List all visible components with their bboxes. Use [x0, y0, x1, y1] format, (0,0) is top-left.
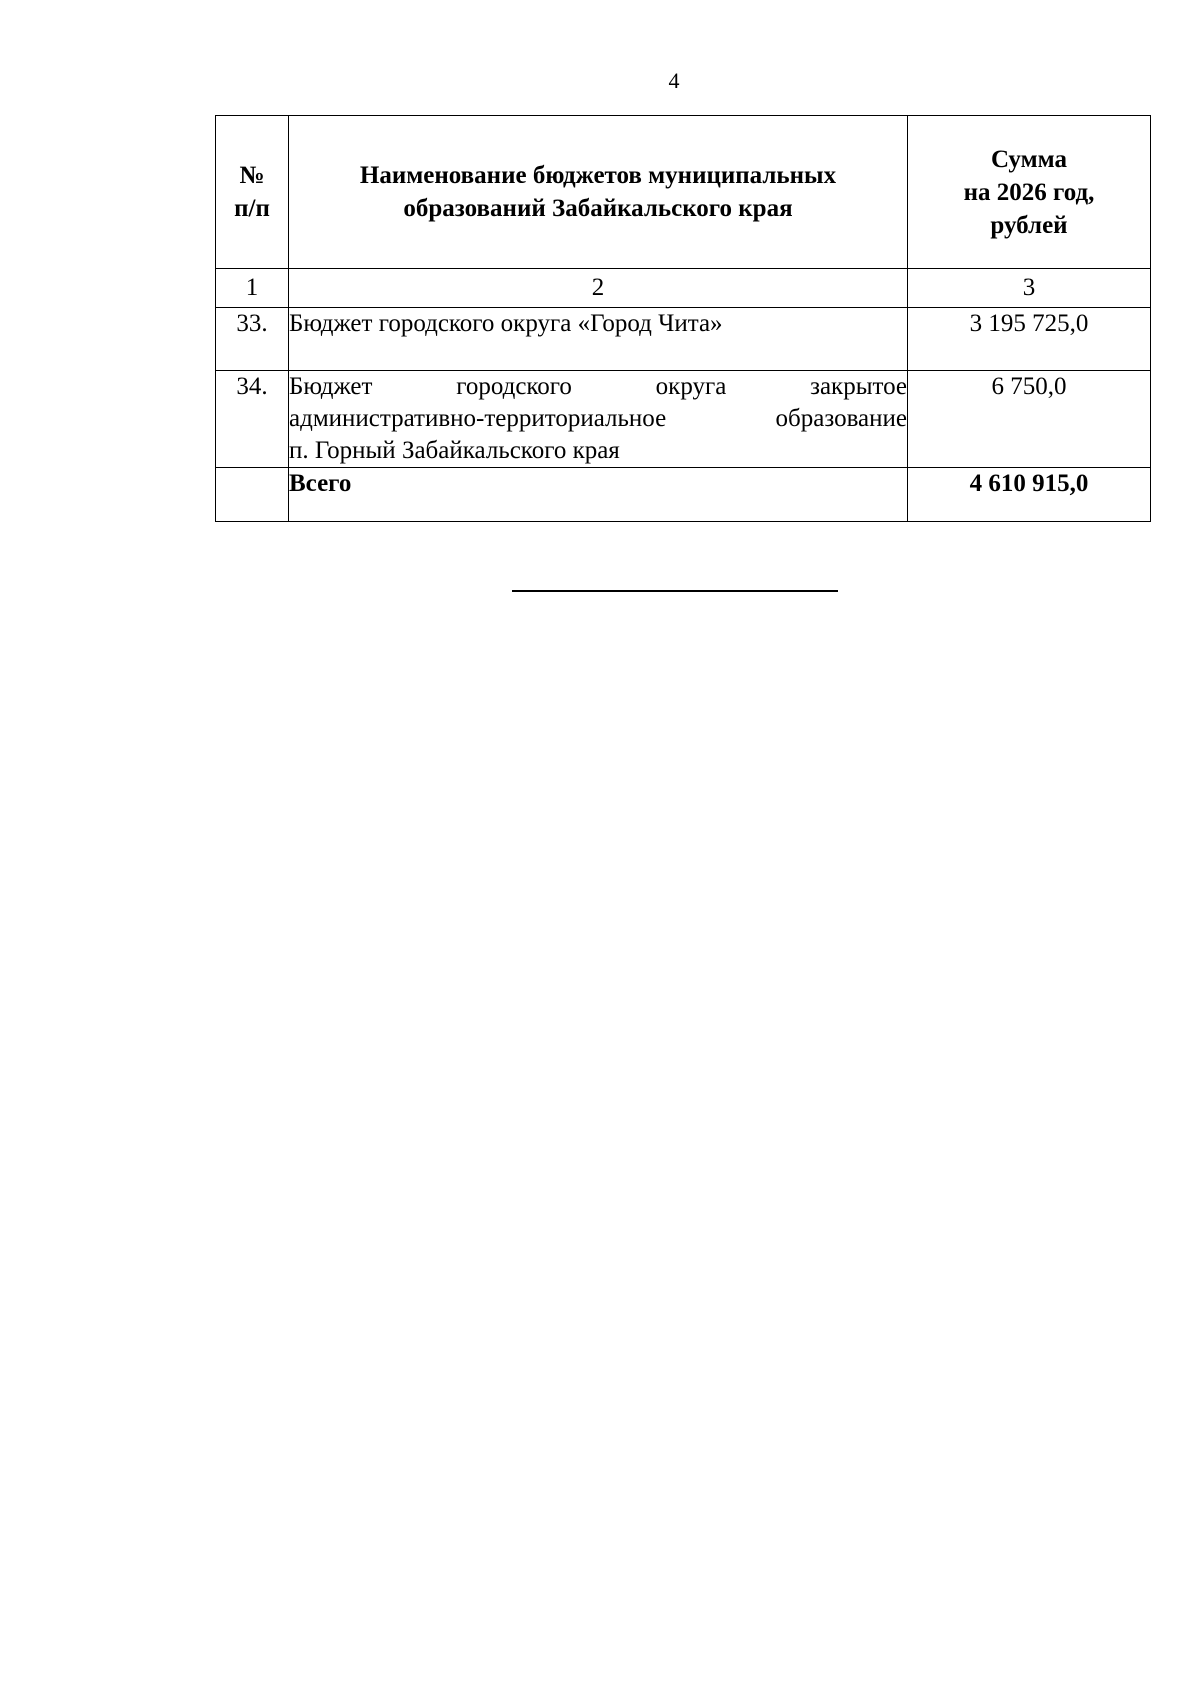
- row-sum: 3 195 725,0: [908, 308, 1151, 371]
- table-row: [216, 371, 1151, 468]
- total-sum: 4 610 915,0: [908, 468, 1151, 522]
- total-label: Всего: [289, 468, 908, 522]
- header-name-line: Наименование бюджетов муниципальных: [359, 162, 837, 189]
- column-number-1: 1: [216, 269, 289, 308]
- header-sum: [908, 116, 1151, 269]
- row-name: [289, 308, 908, 371]
- row-name-line: Бюджет городского округа «Город Чита»: [289, 310, 723, 337]
- table-header-row: [216, 116, 1151, 269]
- header-name-line: образований Забайкальского края: [403, 195, 793, 222]
- row-number: 33.: [216, 308, 289, 371]
- header-sum-line: рублей: [990, 211, 1068, 239]
- column-number-row: [216, 269, 1151, 308]
- row-name-line: Бюджет городского округа закрытое: [289, 373, 907, 400]
- header-name: [289, 116, 908, 269]
- header-num-line: п/п: [234, 195, 270, 222]
- header-sum-line: на 2026 год,: [963, 178, 1095, 206]
- row-number: 34.: [216, 371, 289, 468]
- budget-table: [215, 115, 1151, 522]
- header-num-line: №: [239, 162, 265, 189]
- total-number: [216, 468, 289, 522]
- header-num: [216, 116, 289, 269]
- table-row: [216, 308, 1151, 371]
- page-number: 4: [668, 68, 680, 93]
- row-name: [289, 371, 908, 468]
- end-rule: [512, 590, 838, 592]
- header-sum-line: Сумма: [991, 145, 1067, 173]
- column-number-3: 3: [908, 269, 1151, 308]
- row-name-line: административно-территориальное образование: [289, 405, 907, 432]
- column-number-2: 2: [289, 269, 908, 308]
- row-sum: 6 750,0: [908, 371, 1151, 468]
- total-row: [216, 468, 1151, 522]
- row-name-line: п. Горный Забайкальского края: [289, 437, 620, 464]
